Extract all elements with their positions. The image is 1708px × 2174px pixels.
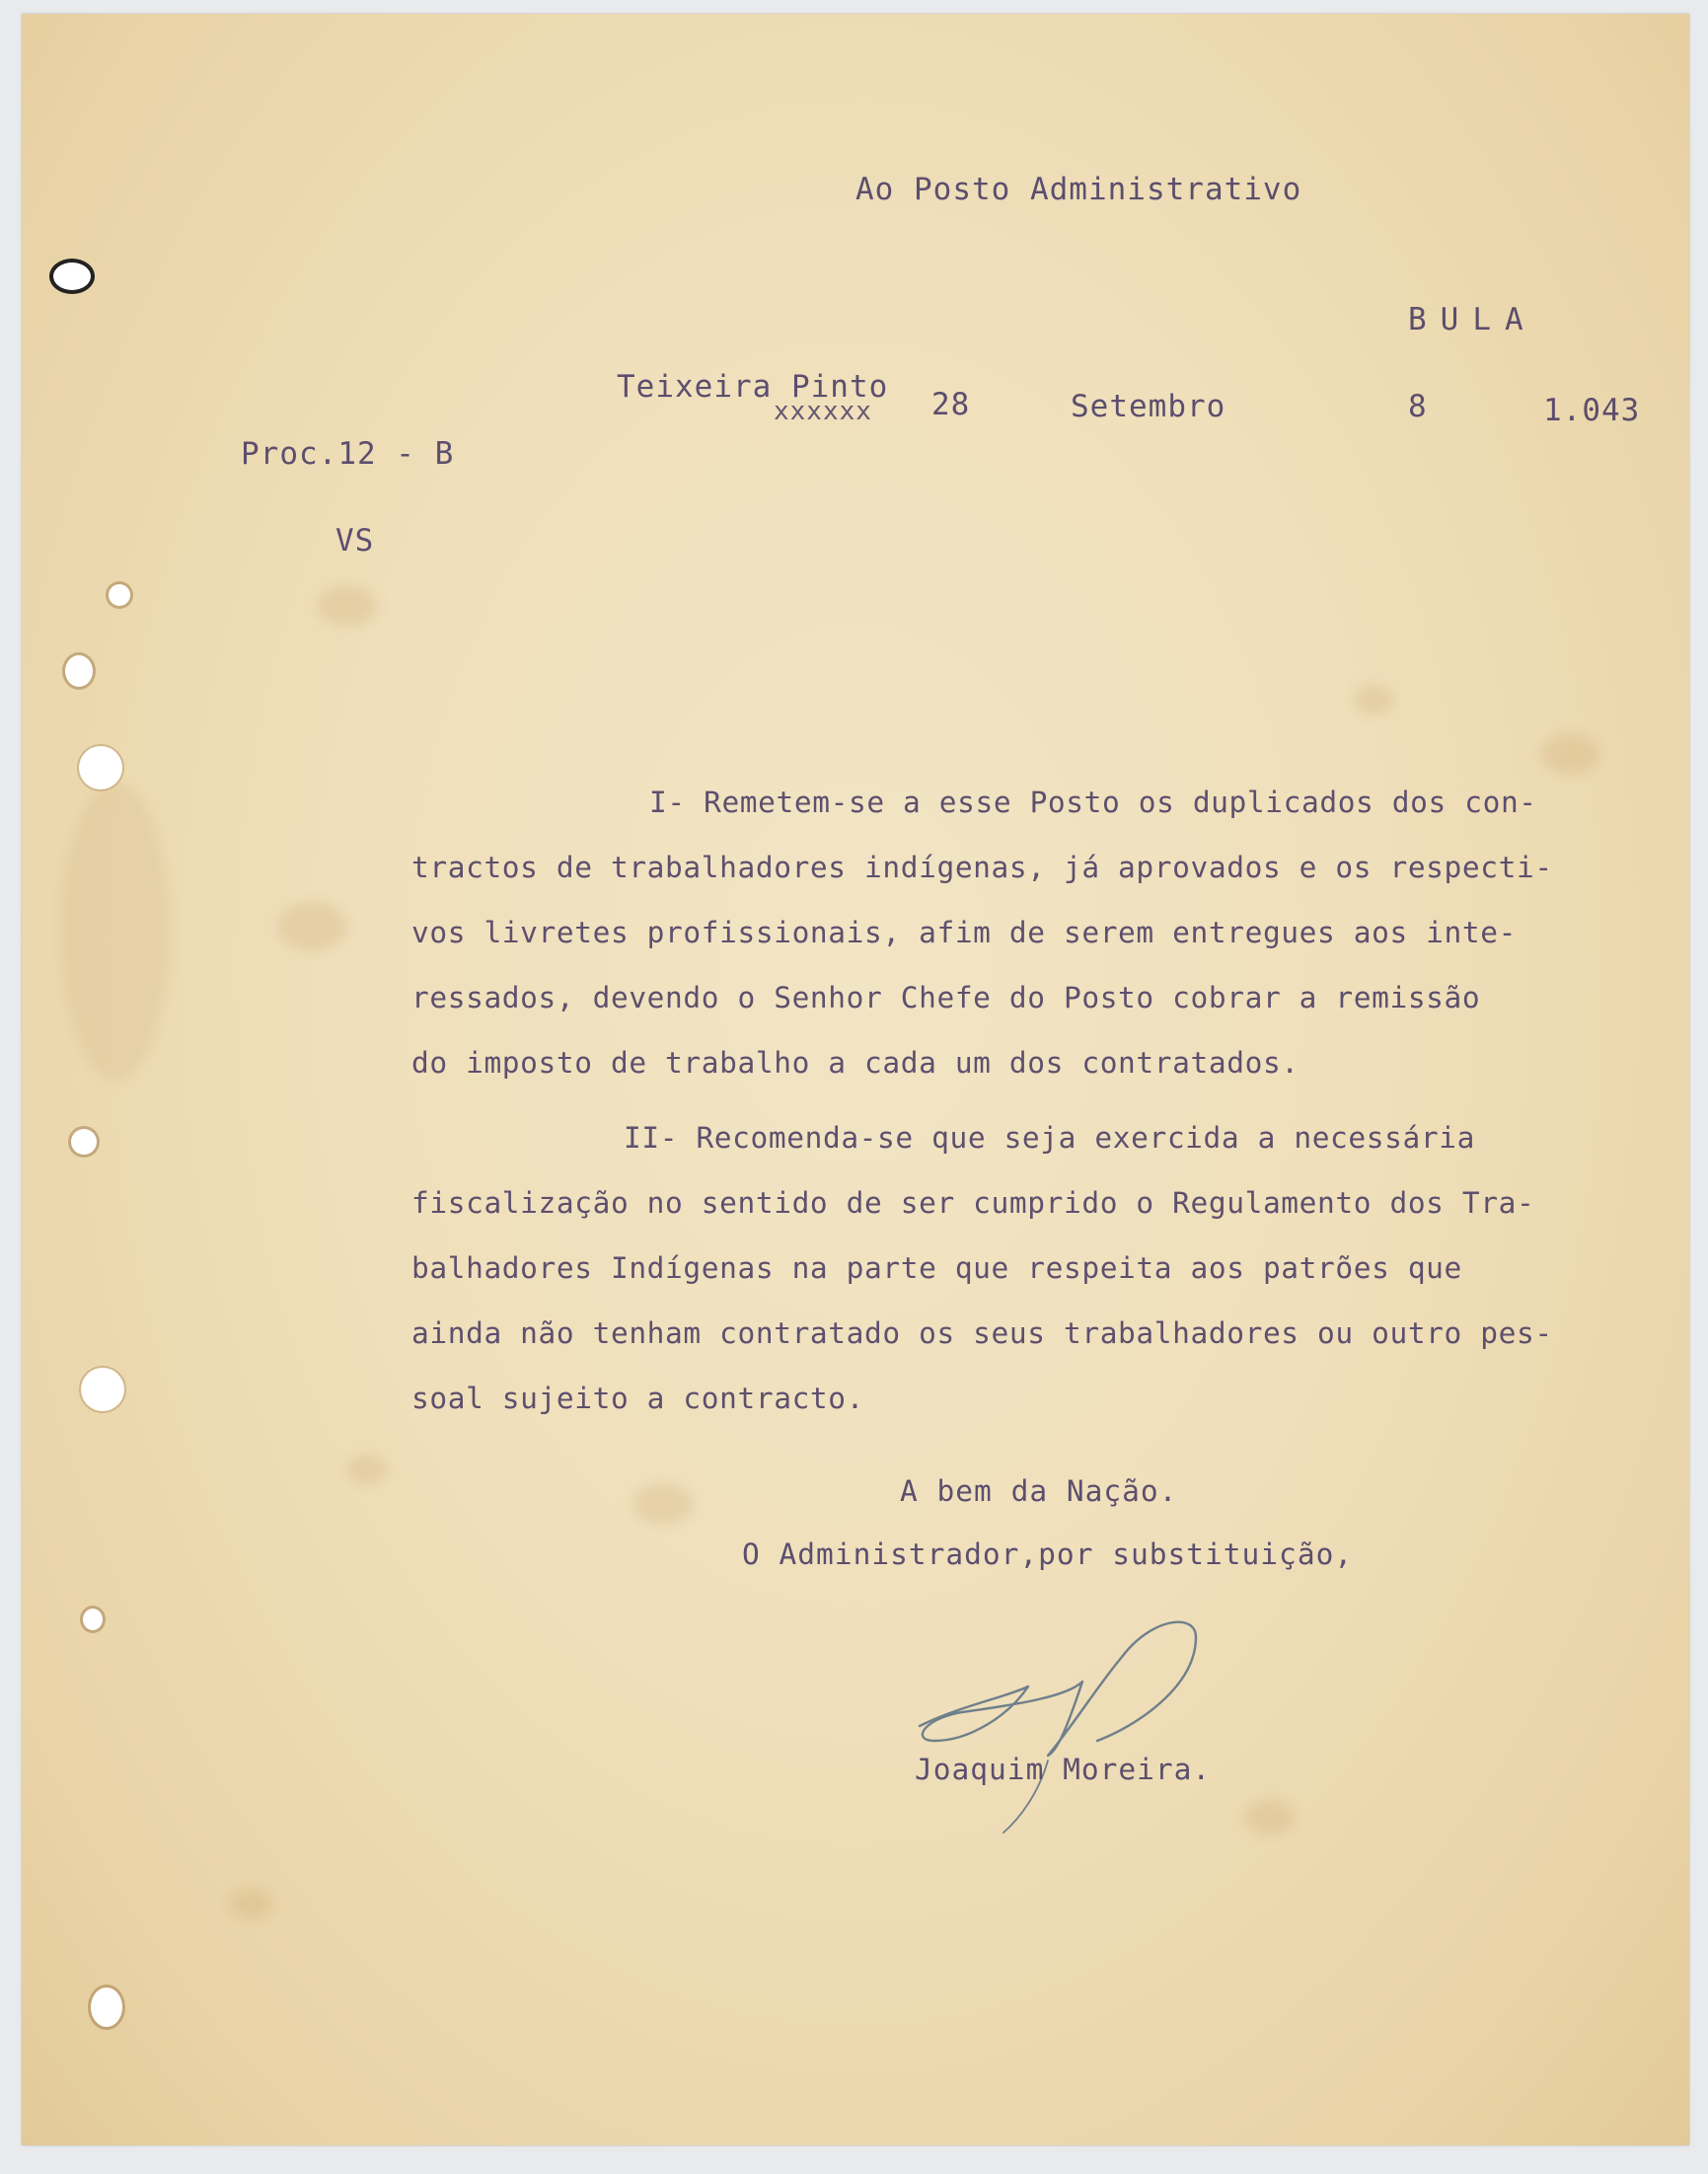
initials: VS xyxy=(335,523,375,559)
paragraph-2-line: ainda não tenham contratado os seus trabalhadores ou outro pes- xyxy=(411,1316,1553,1350)
paragraph-2-line: soal sujeito a contracto. xyxy=(411,1382,865,1415)
paper-stain xyxy=(278,902,347,951)
process-reference: Proc.12 - B xyxy=(241,436,455,472)
paragraph-1-line: ressados, devendo o Senhor Chefe do Posto cobrar a remissão xyxy=(411,981,1481,1014)
paper-stain xyxy=(1354,685,1393,714)
date-day: 28 xyxy=(931,387,971,422)
punch-hole xyxy=(79,746,122,789)
paper-stain xyxy=(1245,1800,1295,1835)
punch-hole xyxy=(65,655,93,687)
punch-hole xyxy=(109,584,130,606)
date-month: Setembro xyxy=(1071,389,1226,424)
paper-stain xyxy=(1541,734,1600,774)
paper-stain xyxy=(633,1484,693,1524)
punch-hole xyxy=(71,1129,97,1155)
paragraph-2-line: fiscalização no sentido de ser cumprido o Regulamento dos Tra- xyxy=(411,1186,1535,1220)
paper-stain xyxy=(318,586,377,626)
punch-hole xyxy=(53,262,91,290)
date-separator: 8 xyxy=(1408,389,1428,424)
paragraph-1-line: vos livretes profissionais, afim de serem entregues aos inte- xyxy=(411,916,1517,949)
paper-stain xyxy=(229,1889,273,1918)
punch-hole xyxy=(91,1987,122,2027)
signer-name: Joaquim Moreira. xyxy=(915,1753,1212,1786)
paragraph-1-line: do imposto de trabalho a cada um dos contratados. xyxy=(411,1046,1300,1080)
paragraph-2-line: balhadores Indígenas na parte que respeita aos patrões que xyxy=(411,1251,1462,1285)
paragraph-2-line: II- Recomenda-se que seja exercida a necessária xyxy=(624,1121,1475,1155)
paper-stain xyxy=(61,784,170,1080)
location: BULA xyxy=(1408,302,1537,337)
place-name: Teixeira Pinto xyxy=(617,369,889,405)
paper-stain xyxy=(347,1455,387,1484)
punch-hole xyxy=(83,1609,103,1630)
signer-title: O Administrador,por substituição, xyxy=(742,1537,1354,1571)
struck-out-text: xxxxxx xyxy=(774,397,872,426)
paragraph-1-line: I- Remetem-se a esse Posto os duplicados dos con- xyxy=(649,786,1537,819)
document-page xyxy=(22,14,1689,2145)
addressee: Ao Posto Administrativo xyxy=(855,172,1302,207)
punch-hole xyxy=(81,1368,124,1411)
closing-salutation: A bem da Nação. xyxy=(900,1474,1178,1508)
handwritten-signature xyxy=(900,1578,1225,1835)
paragraph-1-line: tractos de trabalhadores indígenas, já aprovados e os respecti- xyxy=(411,851,1553,884)
document-number: 1.043 xyxy=(1543,393,1641,428)
